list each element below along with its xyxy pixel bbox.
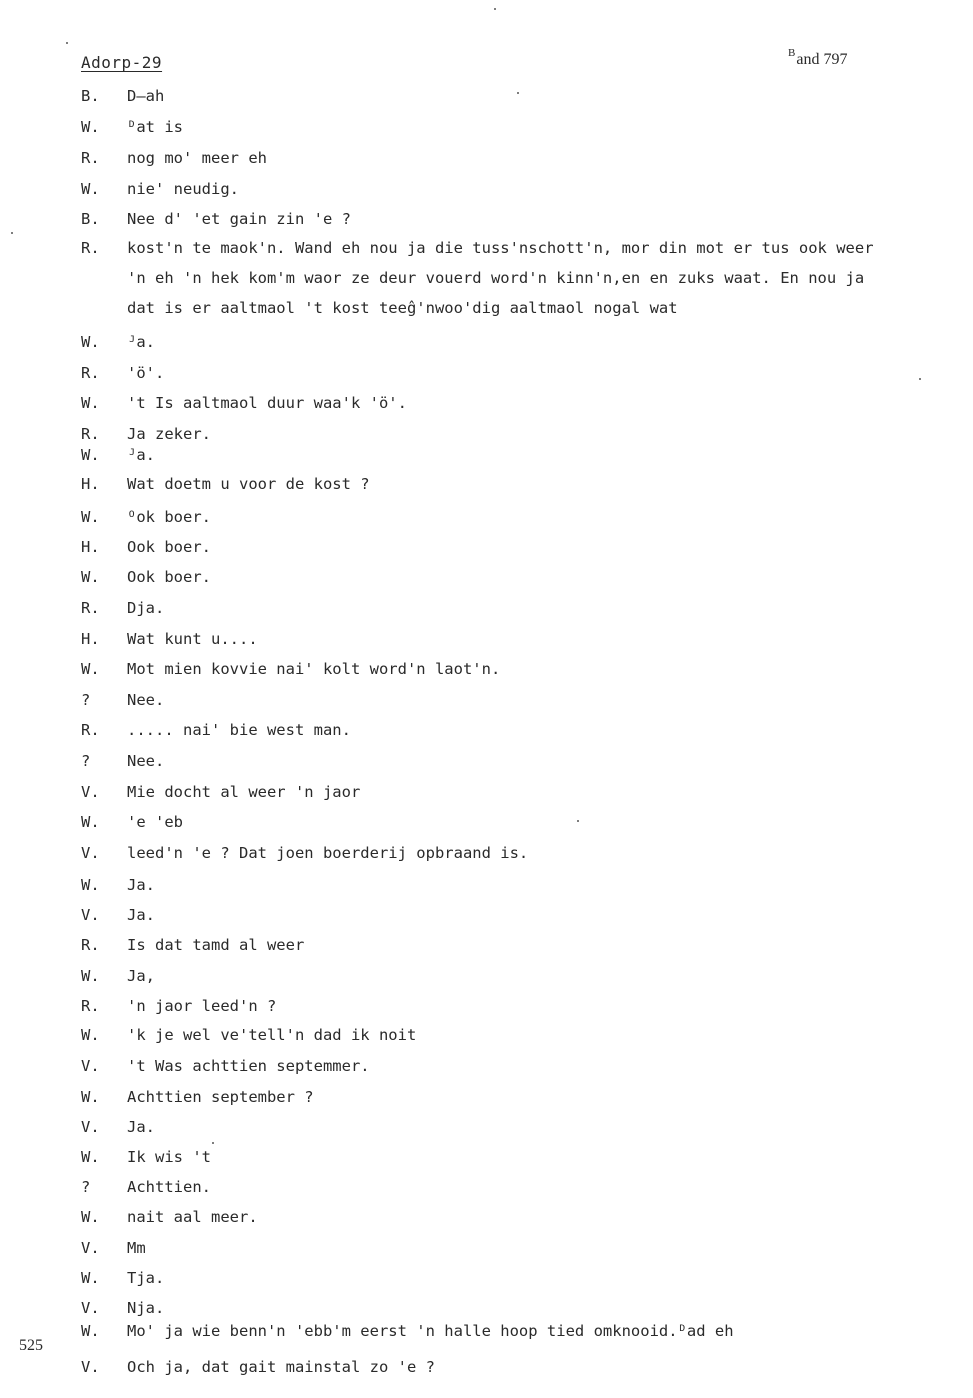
utterance-text: Ja, [127, 967, 155, 985]
utterance-text: kost'n te maok'n. Wand eh nou ja die tuss'nschott'n, mor din mot er tus ook weer [127, 239, 874, 257]
speaker-label: W. [81, 1269, 100, 1287]
speaker-label: W. [81, 508, 100, 526]
utterance-text: 't Was achttien septemmer. [127, 1057, 370, 1075]
utterance-text: Och ja, dat gait mainstal zo 'e ? [127, 1358, 435, 1376]
utterance-text: ᴶa. [127, 446, 155, 464]
band-number [788, 47, 848, 69]
speaker-label: ? [81, 1178, 91, 1196]
utterance-text: nie' neudig. [127, 180, 239, 198]
band-sup: B [788, 47, 796, 59]
scan-speck [66, 42, 68, 44]
utterance-text: 'n jaor leed'n ? [127, 997, 277, 1015]
utterance-text: Nee. [127, 752, 165, 770]
scan-speck [212, 1142, 214, 1144]
speaker-label: R. [81, 721, 100, 739]
utterance-text: 'k je wel ve'tell'n dad ik noit [127, 1026, 417, 1044]
speaker-label: V. [81, 906, 100, 924]
utterance-text: Achttien. [127, 1178, 211, 1196]
utterance-text: Ja. [127, 906, 155, 924]
utterance-text: Nee d' 'et gain zin 'e ? [127, 210, 351, 228]
utterance-text: Dja. [127, 599, 165, 617]
page-number: 525 [19, 1337, 43, 1354]
utterance-text: Ja. [127, 876, 155, 894]
utterance-text: Ook boer. [127, 538, 211, 556]
speaker-label: W. [81, 1208, 100, 1226]
speaker-label: W. [81, 813, 100, 831]
speaker-label: ? [81, 752, 91, 770]
speaker-label: W. [81, 333, 100, 351]
transcript-continuation: dat is er aaltmaol 't kost teeĝ'nwoo'dig aaltmaol nogal wat [127, 299, 678, 317]
utterance-text: Ik wis 't [127, 1148, 211, 1166]
speaker-label: R. [81, 364, 100, 382]
utterance-text: Achttien september ? [127, 1088, 314, 1106]
speaker-label: R. [81, 936, 100, 954]
utterance-text: Nja. [127, 1299, 165, 1317]
utterance-text: nait aal meer. [127, 1208, 258, 1226]
transcript-continuation: 'n eh 'n hek kom'm waor ze deur vouerd word'n kinn'n,en en zuks waat. En nou ja [127, 269, 865, 287]
speaker-label: W. [81, 1148, 100, 1166]
speaker-label: ? [81, 691, 91, 709]
speaker-label: W. [81, 394, 100, 412]
speaker-label: H. [81, 538, 100, 556]
speaker-label: W. [81, 1088, 100, 1106]
speaker-label: W. [81, 876, 100, 894]
speaker-label: V. [81, 1118, 100, 1136]
utterance-text: Ook boer. [127, 568, 211, 586]
utterance-text: Mie docht al weer 'n jaor [127, 783, 361, 801]
speaker-label: W. [81, 1026, 100, 1044]
utterance-text: Mm [127, 1239, 146, 1257]
utterance-text: ᴰat is [127, 118, 183, 136]
speaker-label: H. [81, 475, 100, 493]
utterance-text: Is dat tamd al weer [127, 936, 305, 954]
utterance-text: Mo' ja wie benn'n 'ebb'm eerst 'n halle hoop tied omknooid.ᴰad eh [127, 1322, 734, 1340]
speaker-label: V. [81, 844, 100, 862]
speaker-label: W. [81, 446, 100, 464]
speaker-label: V. [81, 1239, 100, 1257]
utterance-text: nog mo' meer eh [127, 149, 267, 167]
speaker-label: B. [81, 87, 100, 105]
speaker-label: W. [81, 967, 100, 985]
utterance-text: Wat kunt u.... [127, 630, 258, 648]
speaker-label: W. [81, 1322, 100, 1340]
speaker-label: R. [81, 149, 100, 167]
utterance-text: Ja. [127, 1118, 155, 1136]
speaker-label: V. [81, 1057, 100, 1075]
scan-speck [11, 232, 13, 234]
speaker-label: H. [81, 630, 100, 648]
speaker-label: W. [81, 118, 100, 136]
scan-speck [494, 8, 496, 10]
speaker-label: W. [81, 568, 100, 586]
scan-speck [517, 92, 519, 94]
utterance-text: Mot mien kovvie nai' kolt word'n laot'n. [127, 660, 501, 678]
utterance-text: Ja zeker. [127, 425, 211, 443]
utterance-text: D—ah [127, 87, 165, 105]
speaker-label: R. [81, 239, 100, 257]
speaker-label: B. [81, 210, 100, 228]
scan-speck [919, 378, 921, 380]
scan-speck [577, 820, 579, 822]
utterance-text: 'e 'eb [127, 813, 183, 831]
utterance-text: Nee. [127, 691, 165, 709]
document-id: Adorp-29 [81, 53, 163, 72]
utterance-text: ..... nai' bie west man. [127, 721, 351, 739]
band-text: and 797 [796, 51, 848, 68]
utterance-text: ᴶa. [127, 333, 155, 351]
utterance-text: leed'n 'e ? Dat joen boerderij opbraand is. [127, 844, 529, 862]
utterance-text: 't Is aaltmaol duur waa'k 'ö'. [127, 394, 407, 412]
utterance-text: Tja. [127, 1269, 165, 1287]
speaker-label: W. [81, 660, 100, 678]
utterance-text: Wat doetm u voor de kost ? [127, 475, 370, 493]
speaker-label: V. [81, 1358, 100, 1376]
speaker-label: V. [81, 783, 100, 801]
speaker-label: R. [81, 997, 100, 1015]
speaker-label: R. [81, 599, 100, 617]
speaker-label: W. [81, 180, 100, 198]
speaker-label: R. [81, 425, 100, 443]
utterance-text: 'ö'. [127, 364, 165, 382]
speaker-label: V. [81, 1299, 100, 1317]
utterance-text: ᴼok boer. [127, 508, 211, 526]
